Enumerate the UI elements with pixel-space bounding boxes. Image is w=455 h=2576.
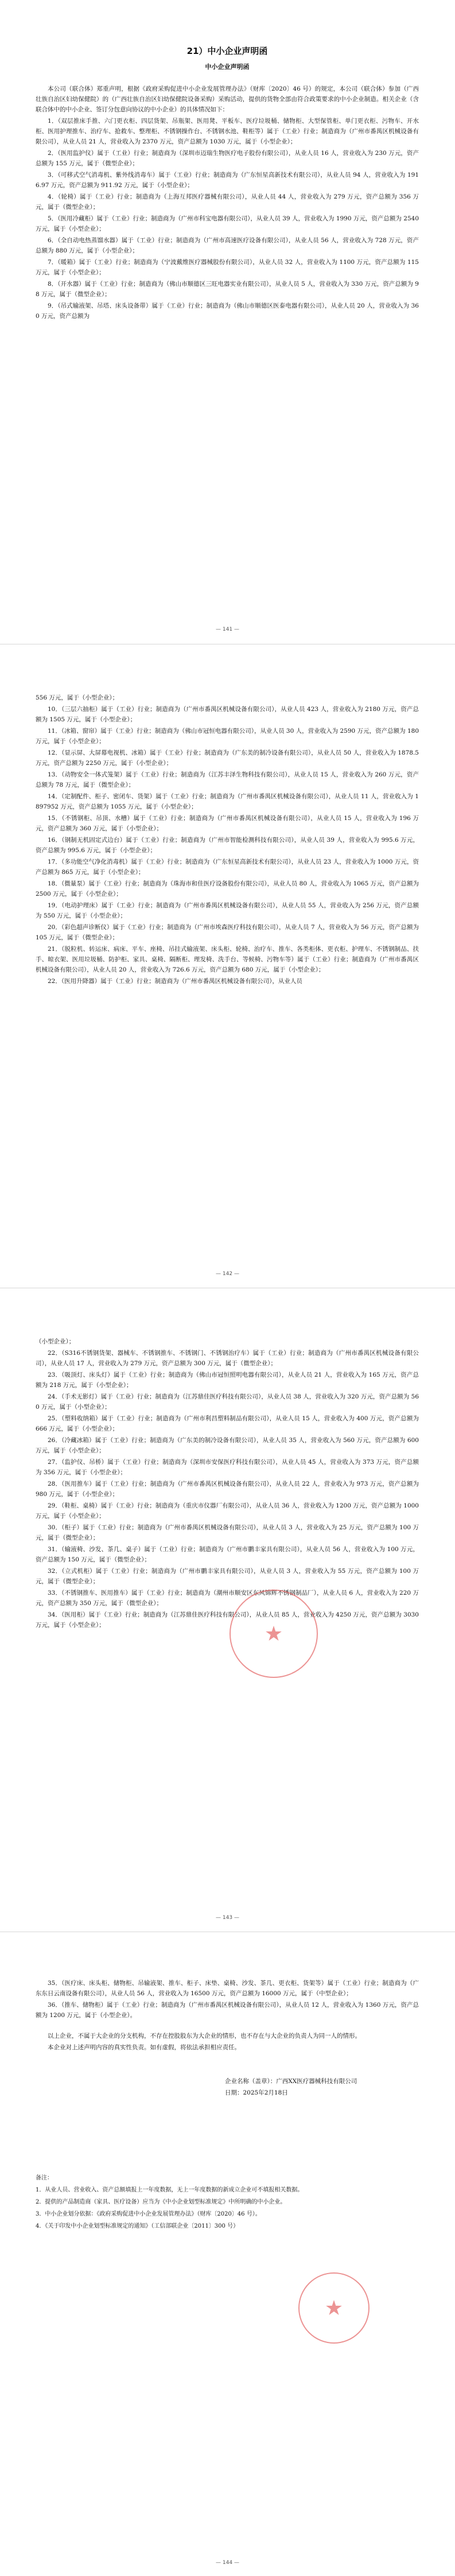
sign-date: 日期：2025年2月18日 <box>225 2089 288 2096</box>
list-item: 6．（全自动电热蒸馏水器）属于（工业）行业；制造商为（广州市高速医疗设备有限公司），从业人员 56 人，营业收入为 728 万元，资产总额为 880 万元，属于（小型企业）； <box>36 237 419 254</box>
sign-company: 企业名称（盖章）：广西XX医疗器械科技有限公司 <box>225 2078 357 2085</box>
document-page-1 <box>0 0 455 643</box>
list-item: 2．（医用监护仪）属于（工业）行业；制造商为（深圳市迈瑞生物医疗电子股份有限公司），从业人员 16 人，营业收入为 230 万元，资产总额为 155 万元，属于（微型企业）； <box>36 150 419 167</box>
list-item: 5．（医用冷藏柜）属于（工业）行业；制造商为（广州市科宝电器有限公司），从业人员 39 人，营业收入为 1990 万元，资产总额为 2540 万元，属于（小型企业）； <box>36 215 419 232</box>
list-item: 28．（医用推车）属于（工业）行业；制造商为（广州市番禺区机械设备有限公司），从业人员 22 人，营业收入为 973 万元，资产总额为 980 万元，属于（小型企业）； <box>36 1481 419 1498</box>
signature-block <box>225 2076 419 2099</box>
page-4-content <box>36 1978 419 2233</box>
list-item: 11．（冰箱、窗帘）属于（工业）行业；制造商为（佛山市冠恒电器有限公司），从业人员 30 人，营业收入为 2590 万元，资产总额为 180 万元，属于（小型企业）； <box>36 728 419 745</box>
list-item: 15．（不锈钢柜、吊顶、水槽）属于（工业）行业；制造商为（广州市番禺区机械设备有限公司），从业人员 15 人，营业收入为 196 万元，资产总额为 360 万元，属于（小型企业）； <box>36 815 419 832</box>
page-number: — 143 — <box>216 1915 239 1921</box>
page-2-content <box>36 693 419 988</box>
list-item: 22．（S316不锈钢货架、器械车、不锈钢推车、不锈钢门、不锈钢治疗车）属于（工业）行业；制造商为（广州市番禺区机械设备有限公司），从业人员 17 人，营业收入为 279 万元，资产总额为 300 万元，属于（微型企业）； <box>36 1350 419 1367</box>
list-item: 20．（彩色超声诊断仪）属于（工业）行业；制造商为（广州市埃森医疗科技有限公司），从业人员 7 人，营业收入为 56 万元，资产总额为 105 万元，属于（微型企业）； <box>36 924 419 941</box>
page-number: — 144 — <box>216 2560 239 2566</box>
list-item: 3．（可移式空气消毒机、紫外线消毒车）属于（工业）行业；制造商为（广东恒星高新技术有限公司），从业人员 94 人，营业收入为 1916.97 万元，资产总额为 911.92 万元，属于（小型企业）； <box>36 172 419 189</box>
list-item: 34．（医用柜）属于（工业）行业；制造商为（江苏鼎佳医疗科技有限公司），从业人员 85 人，营业收入为 4250 万元，资产总额为 3030 万元，属于（小型企业）； <box>36 1611 419 1629</box>
list-item: 27．（监护仪、吊桥）属于（工业）行业；制造商为（深圳市安保医疗科技有限公司），从业人员 45 人，营业收入为 373 万元，资产总额为 356 万元，属于（小型企业）； <box>36 1459 419 1476</box>
list-item: 8．（开水器）属于（工业）行业；制造商为（佛山市顺德区三旺电器实业有限公司），从业人员 5 人，营业收入为 330 万元，资产总额为 98 万元，属于（微型企业）； <box>36 281 419 298</box>
list-item: 21．（脱粒机、转运床、病床、平车、座椅、吊挂式输液架、床头柜、轮椅、治疗车、推车、各类柜体、更衣柜、护理车、不锈钢制品、扶手、晾衣架、医用垃圾桶、防护柜、家具、桌椅、隔断柜、理发椅、洗手台、等候椅、污物车等）属于（工业）行业；制造商为（广州市番禺区机械设备有限公司），从业人员 20 人，营业收入为 726.6 万元，资产总额为 680 万元，属于（小型企业）； <box>36 946 419 973</box>
list-item: 25．（塑料收纳箱）属于（工业）行业；制造商为（广州市利昌塑料制品有限公司），从业人员 15 人，营业收入为 400 万元，资产总额为 666 万元，属于（小型企业）； <box>36 1415 419 1432</box>
list-item: 26．（冷藏冰箱）属于（工业）行业；制造商为（广东美的制冷设备有限公司），从业人员 35 人，营业收入为 560 万元，资产总额为 600 万元，属于（小型企业）； <box>36 1437 419 1454</box>
list-item: 12．（显示屏、大屏幕电视机、冰箱）属于（工业）行业；制造商为（广东美的制冷设备有限公司），从业人员 50 人，营业收入为 1878.5 万元，资产总额为 2250 万元，属于（小型企业）； <box>36 749 419 767</box>
note-item: 2．提供的产品制造商（家具、医疗设备）应当为《中小企业划型标准规定》中所明确的中小企业。 <box>36 2199 286 2205</box>
red-seal-stamp <box>230 1590 318 1678</box>
note-item: 4．《关于印发中小企业划型标准规定的通知》（工信部联企业〔2011〕300 号） <box>36 2223 239 2229</box>
list-item: 24．（手术无影灯）属于（工业）行业；制造商为（江苏鼎佳医疗科技有限公司），从业人员 38 人，营业收入为 320 万元，资产总额为 560 万元，属于（小型企业）； <box>36 1393 419 1411</box>
seal-star-icon: ★ <box>324 2296 344 2320</box>
list-item: 1．（双层推床手推、六门更衣柜、四层货架、吊瓶架、医用凳、平板车、医疗垃圾桶、储物柜、大型保管柜、单门更衣柜、污物车、开水柜、医用护理推车、治疗车、抢救车、整理柜、不锈钢操作台、不锈钢水池、鞋柜等）属于（工业）行业；制造商为（广州市番禺区机械设备有限公司），从业人员 21 人，营业收入为 2370 万元，资产总额为 1030 万元，属于（小型企业）； <box>36 118 419 145</box>
red-seal-stamp <box>298 2272 370 2344</box>
document-page-3 <box>0 1288 455 1931</box>
list-item: 13．（动物安全一体式笼架）属于（工业）行业；制造商为（江苏丰泽生物科技有限公司），从业人员 15 人，营业收入为 260 万元，资产总额为 78 万元，属于（微型企业）； <box>36 771 419 788</box>
list-item: 18．（微量泵）属于（工业）行业；制造商为（珠海市和佳医疗设备股份有限公司），从业人员 80 人，营业收入为 1065 万元，资产总额为 2500 万元，属于（小型企业）； <box>36 880 419 897</box>
list-item: 4．（轮椅）属于（工业）行业；制造商为（上海互邦医疗器械有限公司），从业人员 44 人，营业收入为 279 万元，资产总额为 356 万元，属于（微型企业）； <box>36 193 419 211</box>
page-number: — 142 — <box>216 1271 239 1277</box>
intro-paragraph: 本公司（联合体）郑重声明，根据《政府采购促进中小企业发展管理办法》（财库〔2020〕46 号）的规定，本公司（联合体）参加（广西壮族自治区妇幼保健院）的（广西壮族自治区妇幼保健院设备采购）采购活动，提供的货物全部由符合政策要求的中小企业制造。相关企业（含联合体中的中小企业、签订分包意向协议的中小企业）的具体情况如下： <box>36 86 419 113</box>
list-item: 22．（医用升降器）属于（工业）行业；制造商为（广州市番禺区机械设备有限公司），从业人员 <box>48 978 302 985</box>
notes-title: 备注： <box>36 2175 53 2181</box>
continued-text: （小型企业）； <box>36 1338 75 1345</box>
list-item: 31．（输液椅、沙发、茶几、桌子）属于（工业）行业；制造商为（广州市鹏丰家具有限公司），从业人员 56 人，营业收入为 100 万元，资产总额为 150 万元，属于（微型企业）； <box>36 1546 419 1563</box>
statement-paragraph: 本企业对上述声明内容的真实性负责。如有虚假，将依法承担相应责任。 <box>48 2044 240 2051</box>
list-item: 17．（多功能空气净化消毒机）属于（工业）行业；制造商为（广东恒星高新技术有限公司），从业人员 23 人，营业收入为 1000 万元，资产总额为 865 万元，属于（小型企业）； <box>36 858 419 876</box>
page-3-content <box>36 1336 419 1631</box>
seal-star-icon: ★ <box>264 1622 283 1646</box>
list-item: 23．（吸顶灯、床头灯）属于（工业）行业；制造商为（佛山市冠恒照明电器有限公司），从业人员 21 人，营业收入为 165 万元，资产总额为 218 万元，属于（小型企业）； <box>36 1371 419 1389</box>
list-item: 29．（鞋柜、桌椅）属于（工业）行业；制造商为（重庆市仪器厂有限公司），从业人员 36 人，营业收入为 1200 万元，资产总额为 1000 万元，属于（小型企业）； <box>36 1502 419 1520</box>
list-item: 35．（医疗床、床头柜、储物柜、吊输液架、推车、柜子、床垫、桌椅、沙发、茶几、更衣柜、货架等）属于（工业）行业；制造商为（广东东日云南设备有限公司），从业人员 56 人，营业收入为 16500 万元，资产总额为 16000 万元，属于（中型企业）； <box>36 1980 419 1997</box>
page-number: — 141 — <box>216 627 239 632</box>
document-page-2 <box>0 644 455 1287</box>
continued-text: 556 万元，属于（小型企业）； <box>36 694 119 701</box>
list-item: 16．（钢制无机固定式边台）属于（工业）行业；制造商为（广州市智能检测科技有限公司），从业人员 39 人，营业收入为 995.6 万元，资产总额为 995.6 万元，属于（小型企业）； <box>36 837 419 854</box>
list-item: 9．（吊式输液架、吊塔、床头设备带）属于（工业）行业；制造商为（佛山市顺德区医泰电器有限公司），从业人员 20 人，营业收入为 360 万元，资产总额为 <box>36 302 419 320</box>
list-item: 14．（定制配件、柜子、密闭车、货架）属于（工业）行业；制造商为（广州市番禺区机械设备有限公司），从业人员 11 人，营业收入为 1897952 万元，资产总额为 1055 万元，属于（小型企业）； <box>36 793 419 810</box>
list-item: 10．（三层六抽柜）属于（工业）行业；制造商为（广州市番禺区机械设备有限公司），从业人员 423 人，营业收入为 2180 万元，资产总额为 1505 万元，属于（小型企业）； <box>36 706 419 723</box>
list-item: 19．（电动护理床）属于（工业）行业；制造商为（广州市番禺区机械设备有限公司），从业人员 55 人，营业收入为 256 万元，资产总额为 550 万元，属于（小型企业）； <box>36 902 419 919</box>
notes-section <box>36 2173 419 2231</box>
list-item: 7．（暖箱）属于（工业）行业；制造商为（宁波戴维医疗器械股份有限公司），从业人员 32 人，营业收入为 1100 万元，资产总额为 115 万元，属于（小型企业）； <box>36 259 419 276</box>
page-1-content <box>36 40 419 323</box>
list-item: 30．（柜子）属于（工业）行业；制造商为（广州市番禺区机械设备有限公司），从业人员 3 人，营业收入为 25 万元，资产总额为 100 万元，属于（微型企业）； <box>36 1524 419 1541</box>
document-subtitle: 中小企业声明函 <box>205 63 250 71</box>
note-item: 3．中小企业划分依据：《政府采购促进中小企业发展管理办法》（财库〔2020〕46 号）。 <box>36 2211 261 2217</box>
note-item: 1．从业人员、营业收入、资产总额填报上一年度数据，无上一年度数据的新成立企业可不填报相关数据。 <box>36 2187 304 2193</box>
list-item: 33．（不锈钢推车、医用推车）属于（工业）行业；制造商为（潮州市顺安区东风锦辉不锈钢制品厂），从业人员 6 人，营业收入为 220 万元，资产总额为 350 万元，属于（微型企业）； <box>36 1590 419 1607</box>
list-item: 36．（推车、储物柜）属于（工业）行业；制造商为（广州市番禺区机械设备有限公司），从业人员 12 人，营业收入为 1360 万元，资产总额为 1200 万元，属于（小型企业）。 <box>36 2002 419 2019</box>
document-page-4 <box>0 1932 455 2576</box>
document-title: 21）中小企业声明函 <box>186 46 268 56</box>
list-item: 32．（立式机柜）属于（工业）行业；制造商为（广州市鹏丰家具有限公司），从业人员 3 人，营业收入为 55 万元，资产总额为 100 万元，属于（微型企业）； <box>36 1568 419 1585</box>
statement-paragraph: 以上企业，不属于大企业的分支机构，不存在控股股东为大企业的情形，也不存在与大企业的负责人为同一人的情形。 <box>48 2033 361 2039</box>
